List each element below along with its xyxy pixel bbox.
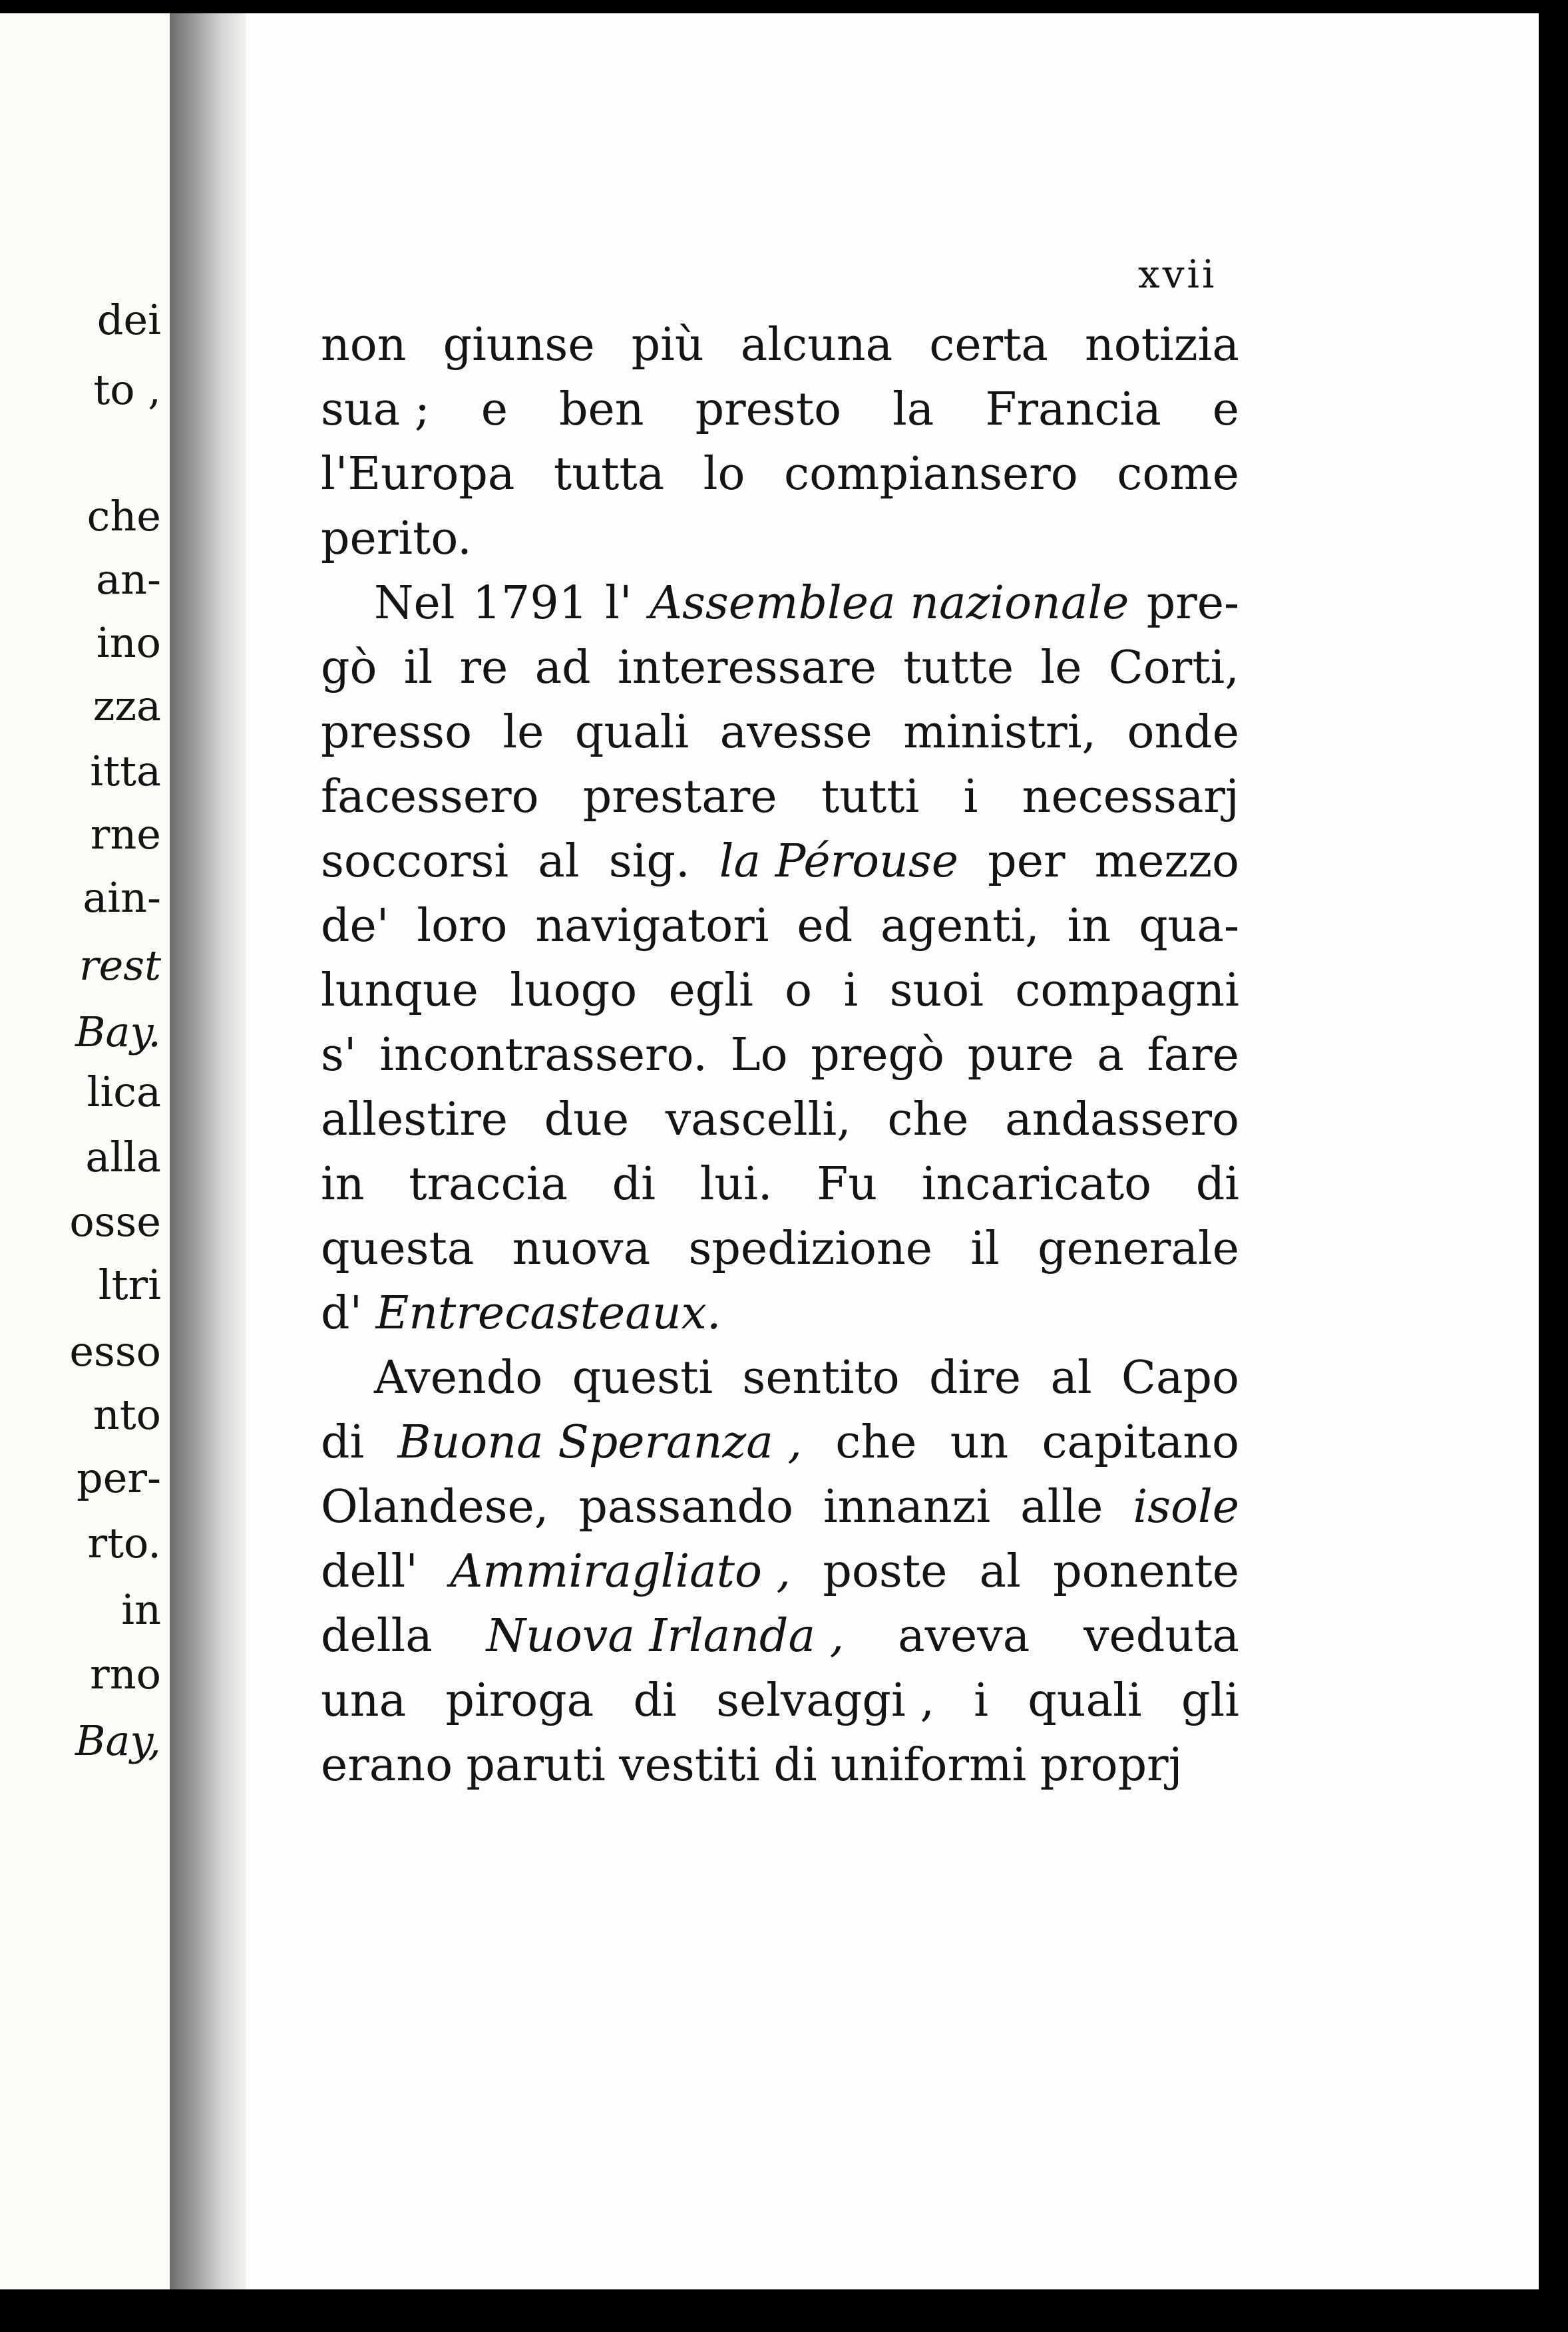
word: navigatori xyxy=(535,900,769,952)
word: lo xyxy=(703,448,745,500)
word: gò xyxy=(321,642,377,694)
facing-page-line-fragment: dei xyxy=(97,295,161,344)
word: Olandese, xyxy=(321,1481,549,1533)
word: sig. xyxy=(608,835,690,888)
word: qua- xyxy=(1139,900,1239,952)
facing-page-line-fragment: alla xyxy=(85,1133,161,1181)
word: egli xyxy=(668,964,753,1017)
word: due xyxy=(544,1093,630,1146)
facing-page-line-fragment: osse xyxy=(69,1197,161,1246)
facing-page-line-fragment: to , xyxy=(93,365,161,414)
facing-page-line-fragment: an- xyxy=(96,555,161,604)
word: Avendo xyxy=(374,1352,543,1404)
word: di xyxy=(321,1416,365,1469)
word: 1791 xyxy=(472,577,588,630)
facing-page-line-fragment: ino xyxy=(96,618,161,667)
text-line xyxy=(321,829,1239,894)
word: veduta xyxy=(1083,1610,1239,1662)
word: la xyxy=(892,383,934,436)
word: l' xyxy=(605,577,632,630)
italic-word: Entrecasteaux. xyxy=(375,1287,721,1340)
facing-page-line-fragment: in xyxy=(121,1585,161,1634)
word: alle xyxy=(1020,1481,1103,1533)
word: interessare xyxy=(617,642,877,694)
word: Nel xyxy=(374,577,455,630)
word: proprj xyxy=(1040,1739,1183,1792)
word: tutte xyxy=(903,642,1014,694)
word: come xyxy=(1117,448,1239,500)
italic-word: isole xyxy=(1133,1481,1239,1533)
word: vascelli, xyxy=(665,1093,851,1146)
word: in xyxy=(1067,900,1111,952)
italic-word: Buona Speranza , xyxy=(397,1416,802,1469)
word: compagni xyxy=(1015,964,1239,1017)
word: i xyxy=(843,964,859,1017)
word: re xyxy=(459,642,508,694)
facing-page-line-fragment: Bay, xyxy=(75,1716,161,1765)
word: prestare xyxy=(582,771,777,823)
facing-page-line-fragment: Bay. xyxy=(75,1008,161,1056)
word: che xyxy=(887,1093,969,1146)
word: della xyxy=(321,1610,433,1662)
word: alcuna xyxy=(740,319,893,371)
text-line xyxy=(321,765,1239,829)
word: facessero xyxy=(321,771,539,823)
text-line xyxy=(321,894,1239,958)
word: sentito xyxy=(742,1352,900,1404)
word: innanzi xyxy=(823,1481,991,1533)
word: di xyxy=(773,1739,817,1792)
word: andassero xyxy=(1005,1093,1239,1146)
word: una xyxy=(321,1674,407,1727)
word: quali xyxy=(1028,1674,1142,1727)
facing-page-line-fragment: ltri xyxy=(98,1261,161,1309)
paragraph xyxy=(321,1346,1239,1798)
word: questa xyxy=(321,1223,475,1275)
italic-word: Nuova Irlanda , xyxy=(486,1610,845,1662)
word: le xyxy=(1040,642,1082,694)
word: gli xyxy=(1181,1674,1239,1727)
word: il xyxy=(403,642,433,694)
word: allestire xyxy=(321,1093,508,1146)
word: di xyxy=(612,1158,656,1211)
word: passando xyxy=(578,1481,793,1533)
word: ed xyxy=(797,900,853,952)
word: pre- xyxy=(1146,577,1239,630)
word: agenti, xyxy=(880,900,1040,952)
word: capitano xyxy=(1042,1416,1239,1469)
word: generale xyxy=(1038,1223,1239,1275)
word: a xyxy=(1097,1029,1124,1081)
facing-page-line-fragment: che xyxy=(87,492,161,540)
word: incontrassero. xyxy=(379,1029,707,1081)
word: Fu xyxy=(817,1158,878,1211)
word: perito. xyxy=(321,512,472,565)
paragraph xyxy=(321,571,1239,1346)
text-line xyxy=(321,1087,1239,1152)
word: le xyxy=(502,706,544,759)
word: giunse xyxy=(443,319,595,371)
facing-page-line-fragment: nto xyxy=(93,1390,161,1439)
word: sua ; xyxy=(321,383,430,436)
word: spedizione xyxy=(688,1223,932,1275)
word: loro xyxy=(417,900,508,952)
word: di xyxy=(633,1674,677,1727)
word: i xyxy=(963,771,978,823)
text-line xyxy=(321,1023,1239,1087)
text-line xyxy=(321,571,1239,636)
word: Capo xyxy=(1121,1352,1239,1404)
word: un xyxy=(950,1416,1009,1469)
text-line xyxy=(321,1733,1239,1798)
text-line xyxy=(321,1410,1239,1475)
word: l'Europa xyxy=(321,448,515,500)
word: pure xyxy=(967,1029,1074,1081)
text-line xyxy=(321,1346,1239,1410)
text-line xyxy=(321,313,1239,377)
text-line xyxy=(321,958,1239,1023)
word: suoi xyxy=(889,964,984,1017)
word: Corti, xyxy=(1108,642,1239,694)
page-text-block xyxy=(321,313,1239,1798)
word: aveva xyxy=(898,1610,1030,1662)
text-line xyxy=(321,636,1239,700)
word: lui. xyxy=(699,1158,773,1211)
facing-page-line-fragment: rne xyxy=(90,810,161,859)
word: dell' xyxy=(321,1545,418,1598)
word: certa xyxy=(929,319,1048,371)
word: vestiti xyxy=(619,1739,760,1792)
word: lunque xyxy=(321,964,479,1017)
word: che xyxy=(835,1416,917,1469)
word: Lo xyxy=(730,1029,788,1081)
facing-page-line-fragment: rto. xyxy=(87,1519,161,1567)
paragraph xyxy=(321,313,1239,571)
word: ad xyxy=(534,642,591,694)
page-gutter-shadow xyxy=(170,13,250,2289)
word: e xyxy=(1212,383,1239,436)
word: o xyxy=(785,964,813,1017)
word: poste xyxy=(823,1545,948,1598)
text-line xyxy=(321,1217,1239,1281)
word: in xyxy=(321,1158,365,1211)
facing-page-line-fragment: rno xyxy=(90,1650,161,1698)
italic-word: Assemblea nazionale xyxy=(649,577,1129,630)
word: onde xyxy=(1127,706,1239,759)
word: uniformi xyxy=(831,1739,1027,1792)
word: presso xyxy=(321,706,473,759)
word: luogo xyxy=(510,964,638,1017)
word: Francia xyxy=(985,383,1161,436)
text-line xyxy=(321,1604,1239,1668)
word: erano xyxy=(321,1739,453,1792)
word: per xyxy=(988,835,1066,888)
word: avesse xyxy=(719,706,873,759)
word: questi xyxy=(572,1352,713,1404)
text-line xyxy=(321,1152,1239,1217)
word: presto xyxy=(695,383,842,436)
word: de' xyxy=(321,900,389,952)
word: di xyxy=(1195,1158,1239,1211)
facing-page-line-fragment: zza xyxy=(93,681,161,730)
text-line xyxy=(321,1668,1239,1733)
word: non xyxy=(321,319,407,371)
word: ponente xyxy=(1053,1545,1239,1598)
word: notizia xyxy=(1085,319,1239,371)
text-line xyxy=(321,1475,1239,1539)
word: quali xyxy=(574,706,689,759)
word: incaricato xyxy=(921,1158,1152,1211)
word: traccia xyxy=(409,1158,568,1211)
word: ministri, xyxy=(903,706,1097,759)
word: d' xyxy=(321,1287,363,1340)
word: nuova xyxy=(512,1223,651,1275)
text-line xyxy=(321,1539,1239,1604)
word: compiansero xyxy=(784,448,1078,500)
word: tutti xyxy=(821,771,920,823)
word: selvaggi , xyxy=(716,1674,934,1727)
word: tutta xyxy=(553,448,665,500)
italic-word: la Pérouse xyxy=(719,835,958,888)
word: mezzo xyxy=(1094,835,1239,888)
word: e xyxy=(481,383,508,436)
text-line xyxy=(321,506,1239,571)
word: s' xyxy=(321,1029,357,1081)
word: ben xyxy=(559,383,644,436)
word: necessarj xyxy=(1022,771,1239,823)
facing-page-line-fragment: esso xyxy=(69,1327,161,1376)
word: dire xyxy=(929,1352,1022,1404)
word: fare xyxy=(1147,1029,1239,1081)
word: pregò xyxy=(811,1029,944,1081)
word: il xyxy=(970,1223,1000,1275)
text-line xyxy=(321,1281,1239,1346)
facing-page-line-fragment: lica xyxy=(87,1068,161,1116)
word: piroga xyxy=(445,1674,594,1727)
word: soccorsi xyxy=(321,835,509,888)
text-line xyxy=(321,442,1239,506)
text-line xyxy=(321,700,1239,765)
facing-page-fragment xyxy=(0,13,173,2289)
text-line xyxy=(321,377,1239,442)
word: al xyxy=(979,1545,1021,1598)
facing-page-line-fragment: per- xyxy=(77,1454,161,1502)
word: al xyxy=(1050,1352,1092,1404)
italic-word: Ammiragliato , xyxy=(450,1545,791,1598)
page-number: xvii xyxy=(1138,252,1217,297)
word: più xyxy=(631,319,704,371)
facing-page-line-fragment: rest xyxy=(79,941,161,990)
book-page xyxy=(246,13,1539,2289)
word: i xyxy=(974,1674,988,1727)
word: al xyxy=(538,835,580,888)
facing-page-line-fragment: ain- xyxy=(83,873,161,922)
facing-page-line-fragment: itta xyxy=(90,747,161,795)
word: paruti xyxy=(466,1739,606,1792)
